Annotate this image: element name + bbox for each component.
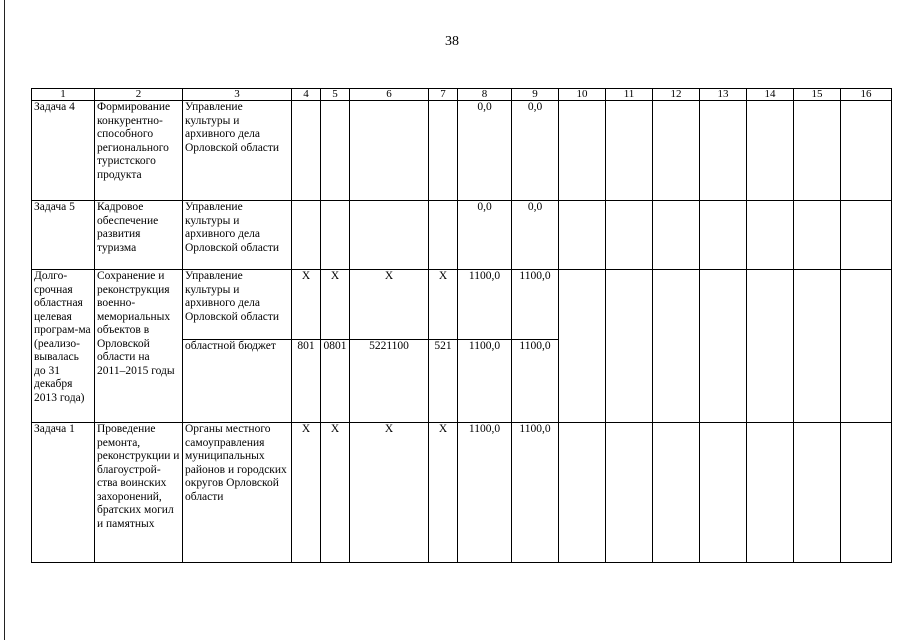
empty-cell [700, 101, 747, 201]
name-cell: Сохранение и реконструкция военно-мемориальных объектов в Орловской области на 2011–2015 годы [95, 270, 183, 423]
empty-cell [559, 101, 606, 201]
value-cell: 0,0 [458, 101, 512, 201]
empty-cell [606, 101, 653, 201]
header-cell: 13 [700, 89, 747, 101]
empty-cell [606, 201, 653, 270]
code-cell: Х [321, 270, 350, 340]
table-row [32, 270, 892, 340]
code-cell: 521 [429, 340, 458, 423]
executor-cell: Органы местного самоуправления муниципальных районов и городских округов Орловской области [183, 423, 292, 563]
task-cell: Задача 4 [32, 101, 95, 201]
header-cell: 4 [292, 89, 321, 101]
code-cell [292, 101, 321, 201]
executor-cell: Управление культуры и архивного дела Орловской области [183, 101, 292, 201]
funding-source-cell: областной бюджет [183, 340, 292, 423]
empty-cell [841, 270, 892, 423]
value-cell: 0,0 [512, 101, 559, 201]
empty-cell [653, 423, 700, 563]
empty-cell [747, 423, 794, 563]
table-row [32, 201, 892, 270]
header-cell: 11 [606, 89, 653, 101]
header-cell: 9 [512, 89, 559, 101]
task-cell: Задача 1 [32, 423, 95, 563]
code-cell: Х [292, 423, 321, 563]
name-cell: Кадровое обеспечение развития туризма [95, 201, 183, 270]
empty-cell [606, 270, 653, 423]
header-cell: 6 [350, 89, 429, 101]
value-cell: 0,0 [458, 201, 512, 270]
code-cell [292, 201, 321, 270]
value-cell: 1100,0 [512, 270, 559, 340]
code-cell: Х [350, 423, 429, 563]
empty-cell [794, 201, 841, 270]
code-cell [350, 201, 429, 270]
table-row [32, 101, 892, 201]
code-cell: Х [321, 423, 350, 563]
table-row [32, 423, 892, 563]
header-row [32, 89, 892, 101]
header-cell: 2 [95, 89, 183, 101]
empty-cell [747, 101, 794, 201]
executor-cell: Управление культуры и архивного дела Орловской области [183, 270, 292, 340]
name-cell: Формирование конкурентно-способного регионального туристского продукта [95, 101, 183, 201]
budget-table [31, 88, 892, 563]
executor-cell: Управление культуры и архивного дела Орловской области [183, 201, 292, 270]
empty-cell [559, 423, 606, 563]
code-cell [429, 101, 458, 201]
value-cell: 1100,0 [458, 270, 512, 340]
empty-cell [794, 101, 841, 201]
empty-cell [606, 423, 653, 563]
empty-cell [747, 201, 794, 270]
code-cell: 0801 [321, 340, 350, 423]
header-cell: 12 [653, 89, 700, 101]
header-cell: 5 [321, 89, 350, 101]
empty-cell [747, 270, 794, 423]
task-cell: Задача 5 [32, 201, 95, 270]
code-cell: 801 [292, 340, 321, 423]
header-cell: 15 [794, 89, 841, 101]
header-cell: 3 [183, 89, 292, 101]
value-cell: 1100,0 [458, 423, 512, 563]
value-cell: 1100,0 [512, 340, 559, 423]
code-cell: Х [292, 270, 321, 340]
empty-cell [653, 201, 700, 270]
header-cell: 14 [747, 89, 794, 101]
header-cell: 10 [559, 89, 606, 101]
code-cell [350, 101, 429, 201]
empty-cell [794, 270, 841, 423]
name-cell: Проведение ремонта, реконструкции и благоустрой-ства воинских захоронений, братских могил и памятных [95, 423, 183, 563]
empty-cell [841, 201, 892, 270]
page-edge-line [4, 0, 5, 640]
header-cell: 7 [429, 89, 458, 101]
empty-cell [700, 270, 747, 423]
code-cell [429, 201, 458, 270]
empty-cell [794, 423, 841, 563]
empty-cell [700, 201, 747, 270]
value-cell: 1100,0 [512, 423, 559, 563]
header-cell: 1 [32, 89, 95, 101]
value-cell: 0,0 [512, 201, 559, 270]
empty-cell [700, 423, 747, 563]
empty-cell [559, 270, 606, 423]
code-cell: 5221100 [350, 340, 429, 423]
page-number: 38 [445, 34, 459, 49]
header-cell: 16 [841, 89, 892, 101]
empty-cell [653, 270, 700, 423]
code-cell: Х [350, 270, 429, 340]
program-cell: Долго-срочная областная целевая програм-ма (реализо-вывалась до 31 декабря 2013 года) [32, 270, 95, 423]
empty-cell [653, 101, 700, 201]
code-cell: Х [429, 423, 458, 563]
code-cell [321, 101, 350, 201]
code-cell: Х [429, 270, 458, 340]
value-cell: 1100,0 [458, 340, 512, 423]
empty-cell [841, 423, 892, 563]
code-cell [321, 201, 350, 270]
empty-cell [841, 101, 892, 201]
empty-cell [559, 201, 606, 270]
header-cell: 8 [458, 89, 512, 101]
